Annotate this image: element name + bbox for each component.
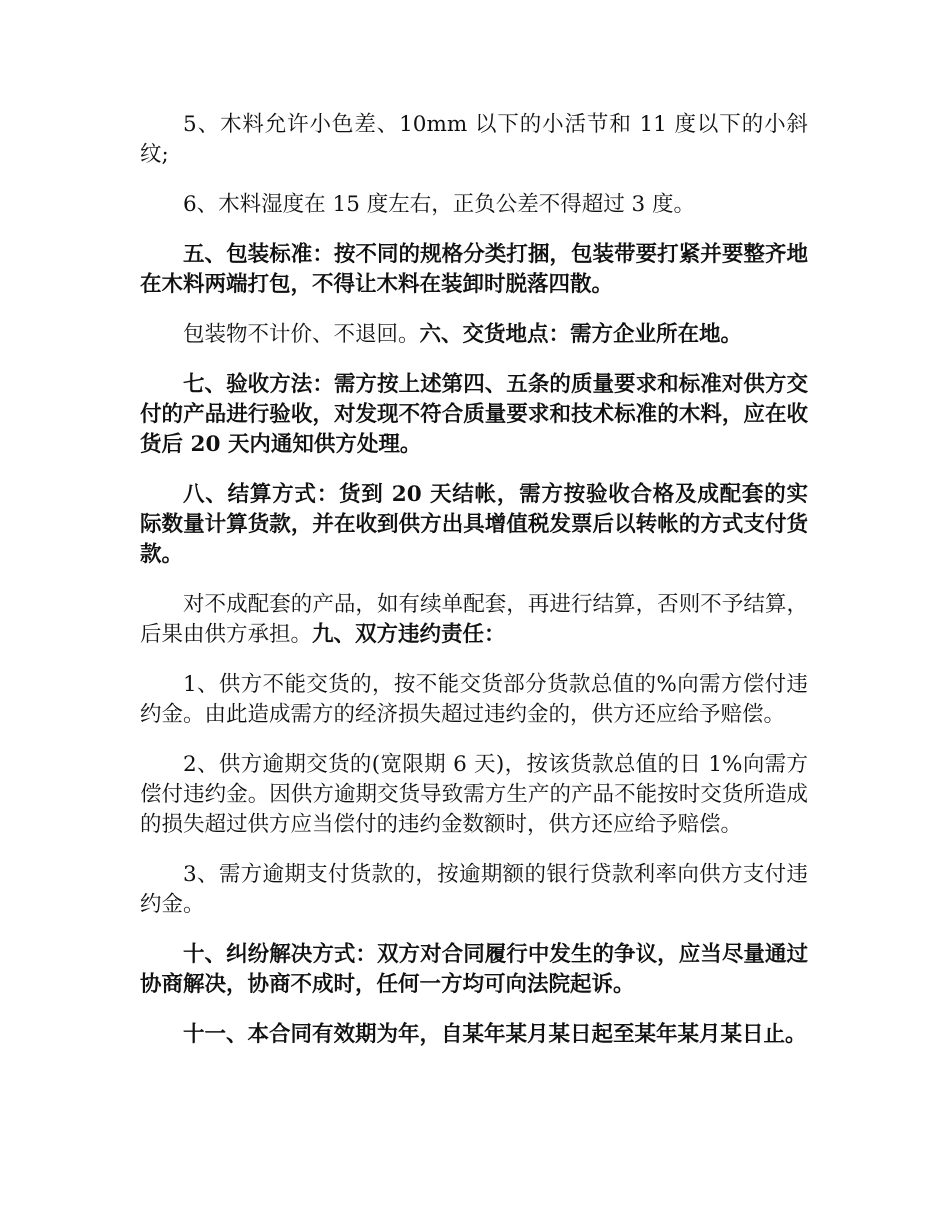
packaging-note: 包装物不计价、不退回。 [183, 322, 420, 347]
document-page [140, 110, 808, 1070]
liability-item-1: 1、供方不能交货的，按不能交货部分货款总值的%向需方偿付违约金。由此造成需方的经济损失超过违约金的，供方还应给予赔偿。 [140, 672, 808, 727]
liability-item-2: 2、供方逾期交货的(宽限期 6 天)，按该货款总值的日 1%向需方偿付违约金。因供方逾期交货导致需方生产的产品不能按时交货所造成的损失超过供方应当偿付的违约金数额时，供方还应给予赔偿。 [140, 752, 808, 837]
settlement-note-and-section-9 [140, 590, 808, 650]
section-5-packaging: 五、包装标准：按不同的规格分类打捆，包装带要打紧并要整齐地在木料两端打包，不得让木料在装卸时脱落四散。 [140, 242, 808, 297]
liability-item-3: 3、需方逾期支付货款的，按逾期额的银行贷款利率向供方支付违约金。 [140, 862, 808, 917]
section-9-liability-heading: 九、双方违约责任： [312, 622, 506, 647]
settlement-note: 对不成配套的产品，如有续单配套，再进行结算，否则不予结算，后果由供方承担。 [140, 592, 808, 647]
section-6-delivery-location: 六、交货地点：需方企业所在地。 [419, 322, 743, 347]
section-8-settlement: 八、结算方式：货到 20 天结帐，需方按验收合格及成配套的实际数量计算货款，并在收到供方出具增值税发票后以转帐的方式支付货款。 [140, 482, 808, 567]
section-11-validity: 十一、本合同有效期为年，自某年某月某日起至某年某月某日止。 [183, 1022, 807, 1047]
clause-6-wood-moisture: 6、木料湿度在 15 度左右，正负公差不得超过 3 度。 [183, 192, 696, 217]
section-10-dispute-resolution: 十、纠纷解决方式：双方对合同履行中发生的争议，应当尽量通过协商解决，协商不成时，任何一方均可向法院起诉。 [140, 942, 808, 997]
packaging-and-section-6-delivery [140, 320, 808, 350]
clause-5-wood-defects: 5、木料允许小色差、10mm 以下的小活节和 11 度以下的小斜纹; [140, 112, 808, 167]
section-7-inspection: 七、验收方法：需方按上述第四、五条的质量要求和标准对供方交付的产品进行验收，对发现不符合质量要求和技术标准的木料，应在收货后 20 天内通知供方处理。 [140, 372, 808, 457]
